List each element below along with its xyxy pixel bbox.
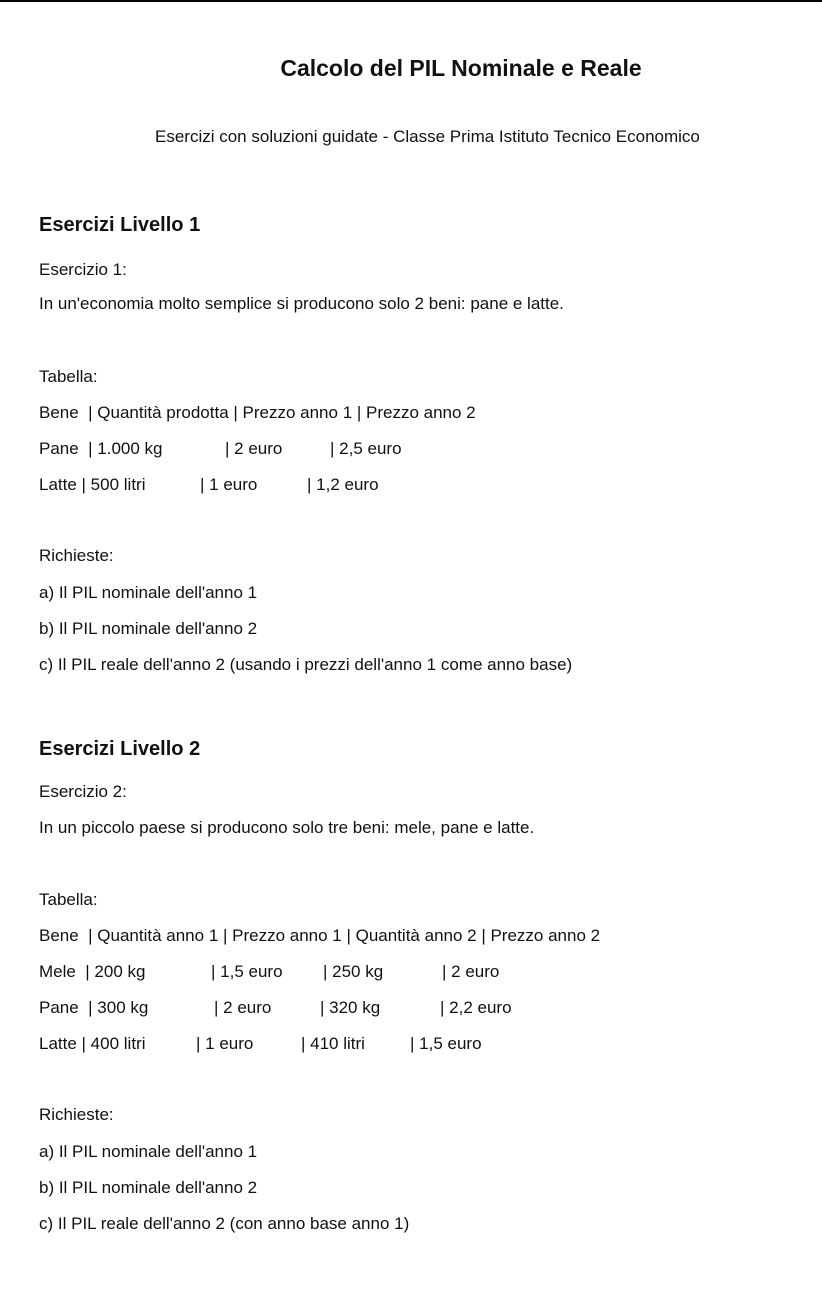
level2-cell-good-quantity1: Mele | 200 kg bbox=[39, 962, 146, 981]
level2-table-label: Tabella: bbox=[39, 890, 98, 909]
level1-cell-good-quantity: Latte | 500 litri bbox=[39, 475, 146, 494]
level2-request-b: b) Il PIL nominale dell'anno 2 bbox=[39, 1178, 258, 1197]
level1-request-c: c) Il PIL reale dell'anno 2 (usando i prezzi dell'anno 1 come anno base) bbox=[39, 655, 573, 674]
level1-table-label: Tabella: bbox=[39, 367, 98, 386]
top-border bbox=[0, 0, 822, 2]
level1-cell-good-quantity: Pane | 1.000 kg bbox=[39, 439, 163, 458]
level1-heading: Esercizi Livello 1 bbox=[39, 214, 201, 236]
level2-cell-price-year1: | 1,5 euro bbox=[211, 962, 283, 981]
level2-requests-label: Richieste: bbox=[39, 1105, 114, 1124]
level1-table-header: Bene | Quantità prodotta | Prezzo anno 1 | Prezzo anno 2 bbox=[39, 403, 476, 422]
level2-cell-price-year2: | 1,5 euro bbox=[410, 1034, 482, 1053]
level1-cell-price-year1: | 2 euro bbox=[225, 439, 283, 458]
level2-exercise-label: Esercizio 2: bbox=[39, 782, 127, 801]
level1-intro: In un'economia molto semplice si producono solo 2 beni: pane e latte. bbox=[39, 294, 564, 313]
level2-cell-quantity-year2: | 320 kg bbox=[320, 998, 381, 1017]
level2-cell-price-year2: | 2,2 euro bbox=[440, 998, 512, 1017]
level1-requests-label: Richieste: bbox=[39, 546, 114, 565]
level2-request-c: c) Il PIL reale dell'anno 2 (con anno base anno 1) bbox=[39, 1214, 410, 1233]
level2-intro: In un piccolo paese si producono solo tre beni: mele, pane e latte. bbox=[39, 818, 535, 837]
level2-cell-quantity-year2: | 250 kg bbox=[323, 962, 384, 981]
level2-heading: Esercizi Livello 2 bbox=[39, 738, 201, 760]
level1-cell-price-year2: | 2,5 euro bbox=[330, 439, 402, 458]
level2-table-header: Bene | Quantità anno 1 | Prezzo anno 1 | Quantità anno 2 | Prezzo anno 2 bbox=[39, 926, 601, 945]
level2-cell-price-year1: | 1 euro bbox=[196, 1034, 254, 1053]
level1-cell-price-year1: | 1 euro bbox=[200, 475, 258, 494]
level2-cell-price-year1: | 2 euro bbox=[214, 998, 272, 1017]
level2-request-a: a) Il PIL nominale dell'anno 1 bbox=[39, 1142, 258, 1161]
page-title bbox=[0, 55, 822, 82]
page-title-text: Calcolo del PIL Nominale e Reale bbox=[280, 55, 642, 81]
level2-cell-quantity-year2: | 410 litri bbox=[301, 1034, 365, 1053]
level2-cell-price-year2: | 2 euro bbox=[442, 962, 500, 981]
level2-cell-good-quantity1: Pane | 300 kg bbox=[39, 998, 149, 1017]
level1-request-b: b) Il PIL nominale dell'anno 2 bbox=[39, 619, 258, 638]
level1-exercise-label: Esercizio 1: bbox=[39, 260, 127, 279]
level1-request-a: a) Il PIL nominale dell'anno 1 bbox=[39, 583, 258, 602]
page-subtitle: Esercizi con soluzioni guidate - Classe Prima Istituto Tecnico Economico bbox=[155, 127, 700, 146]
level1-cell-price-year2: | 1,2 euro bbox=[307, 475, 379, 494]
level2-cell-good-quantity1: Latte | 400 litri bbox=[39, 1034, 146, 1053]
